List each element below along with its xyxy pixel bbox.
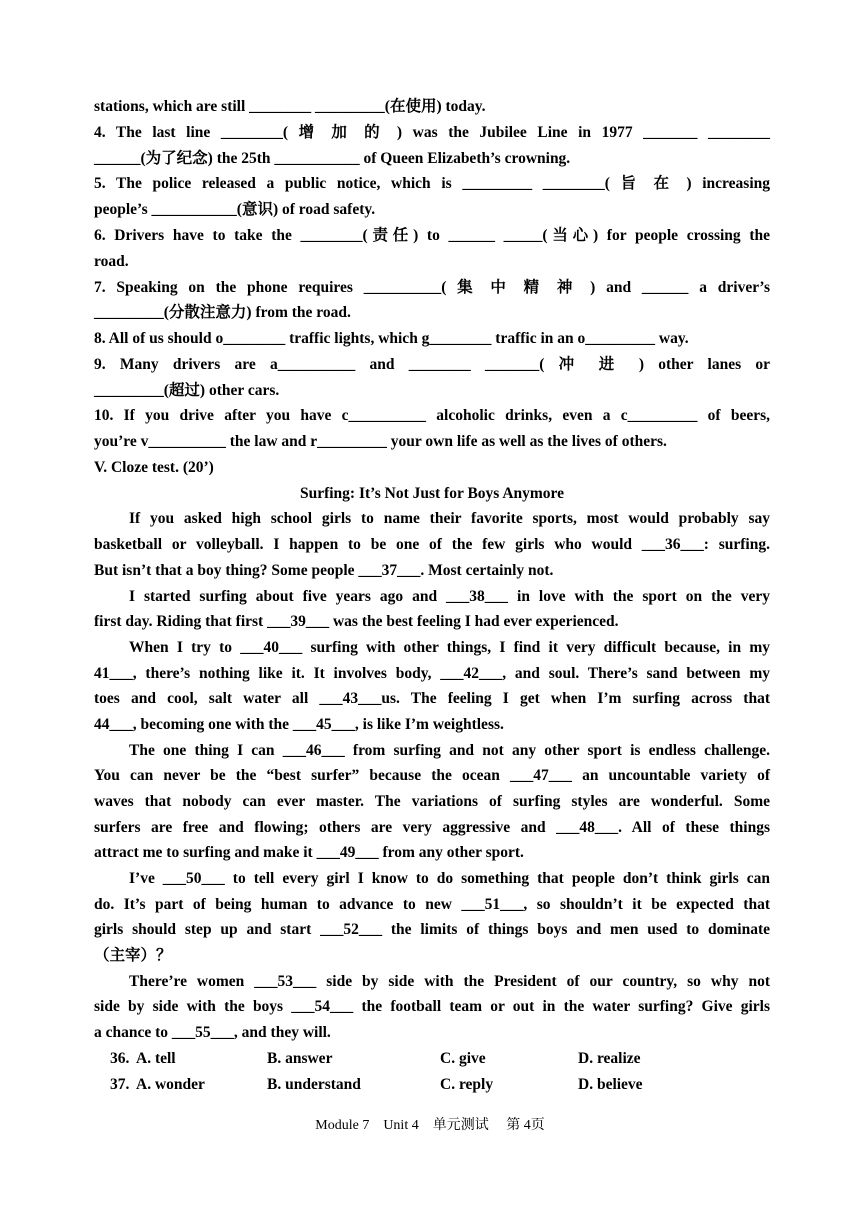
option-b: B. answer xyxy=(267,1050,333,1067)
text-line: 9. Many drivers are a__________ and ________ _______( 冲 进 ) other lanes or xyxy=(94,356,770,373)
text-line: 10. If you drive after you have c__________ alcoholic drinks, even a c_________ of beers, xyxy=(94,407,770,424)
text-line: When I try to ___40___ surfing with other things, I find it very difficult because, in my xyxy=(129,639,770,656)
text-line: people’s ___________(意识) of road safety. xyxy=(94,201,376,218)
text-line: I started surfing about five years ago and ___38___ in love with the sport on the very xyxy=(129,588,770,605)
text-line: stations, which are still ________ _________(在使用) today. xyxy=(94,98,486,115)
text-line: 6. Drivers have to take the ________(责任) to ______ _____(当心) for people crossing the xyxy=(94,227,770,244)
text-line: _________(分散注意力) from the road. xyxy=(94,304,351,321)
text-line: waves that nobody can ever master. The variations of surfing styles are wonderful. Some xyxy=(94,793,770,810)
option-d: D. believe xyxy=(578,1076,643,1093)
option-d: D. realize xyxy=(578,1050,641,1067)
text-line: first day. Riding that first ___39___ was the best feeling I had ever experienced. xyxy=(94,613,619,630)
text-line: ______(为了纪念) the 25th ___________ of Queen Elizabeth’s crowning. xyxy=(94,150,571,167)
text-line: 7. Speaking on the phone requires __________( 集 中 精 神 ) and ______ a driver’s xyxy=(94,279,770,296)
passage-title: Surfing: It’s Not Just for Boys Anymore xyxy=(299,485,565,502)
text-line: But isn’t that a boy thing? Some people ___37___. Most certainly not. xyxy=(94,562,554,579)
text-line: _________(超过) other cars. xyxy=(94,382,280,399)
text-line: girls should step up and start ___52___ the limits of things boys and men used to dominate xyxy=(94,921,770,938)
text-line: 4. The last line ________( 增 加 的 ) was the Jubilee Line in 1977 _______ ________ xyxy=(94,124,770,141)
option-c: C. reply xyxy=(440,1076,494,1093)
text-line: 44___, becoming one with the ___45___, is like I’m weightless. xyxy=(94,716,504,733)
text-line: toes and cool, salt water all ___43___us. The feeling I get when I’m surfing across that xyxy=(94,690,770,707)
page-footer: Module 7 Unit 4 单元测试 第 4页 xyxy=(315,1118,545,1133)
text-line: 5. The police released a public notice, which is _________ ________( 旨 在 ) increasing xyxy=(94,175,770,192)
option-a: A. tell xyxy=(136,1050,176,1067)
text-line: （主宰）？ xyxy=(94,947,172,964)
option-a: A. wonder xyxy=(136,1076,205,1093)
text-line: a chance to ___55___, and they will. xyxy=(94,1024,331,1041)
text-line: There’re women ___53___ side by side with the President of our country, so why not xyxy=(129,973,770,990)
option-number: 37. xyxy=(110,1076,130,1093)
option-b: B. understand xyxy=(267,1076,361,1093)
text-line: do. It’s part of being human to advance to new ___51___, so shouldn’t it be expected that xyxy=(94,896,770,913)
text-line: 41___, there’s nothing like it. It involves body, ___42___, and soul. There’s sand between my xyxy=(94,665,770,682)
text-line: If you asked high school girls to name their favorite sports, most would probably say xyxy=(129,510,770,527)
section-heading: V. Cloze test. (20’) xyxy=(94,459,214,476)
option-c: C. give xyxy=(440,1050,486,1067)
text-line: attract me to surfing and make it ___49___ from any other sport. xyxy=(94,844,524,861)
text-line: you’re v__________ the law and r_________ your own life as well as the lives of others. xyxy=(94,433,667,450)
text-line: basketball or volleyball. I happen to be one of the few girls who would ___36___: surfing. xyxy=(94,536,770,553)
text-line: 8. All of us should o________ traffic lights, which g________ traffic in an o_________ way. xyxy=(94,330,689,347)
text-line: I’ve ___50___ to tell every girl I know to do something that people don’t think girls can xyxy=(129,870,770,887)
text-line: You can never be the “best surfer” because the ocean ___47___ an uncountable variety of xyxy=(94,767,770,784)
text-line: side by side with the boys ___54___ the football team or out in the water surfing? Give girls xyxy=(94,998,770,1015)
text-line: The one thing I can ___46___ from surfing and not any other sport is endless challenge. xyxy=(129,742,770,759)
text-line: road. xyxy=(94,253,129,270)
option-number: 36. xyxy=(110,1050,130,1067)
text-line: surfers are free and flowing; others are very aggressive and ___48___. All of these things xyxy=(94,819,770,836)
